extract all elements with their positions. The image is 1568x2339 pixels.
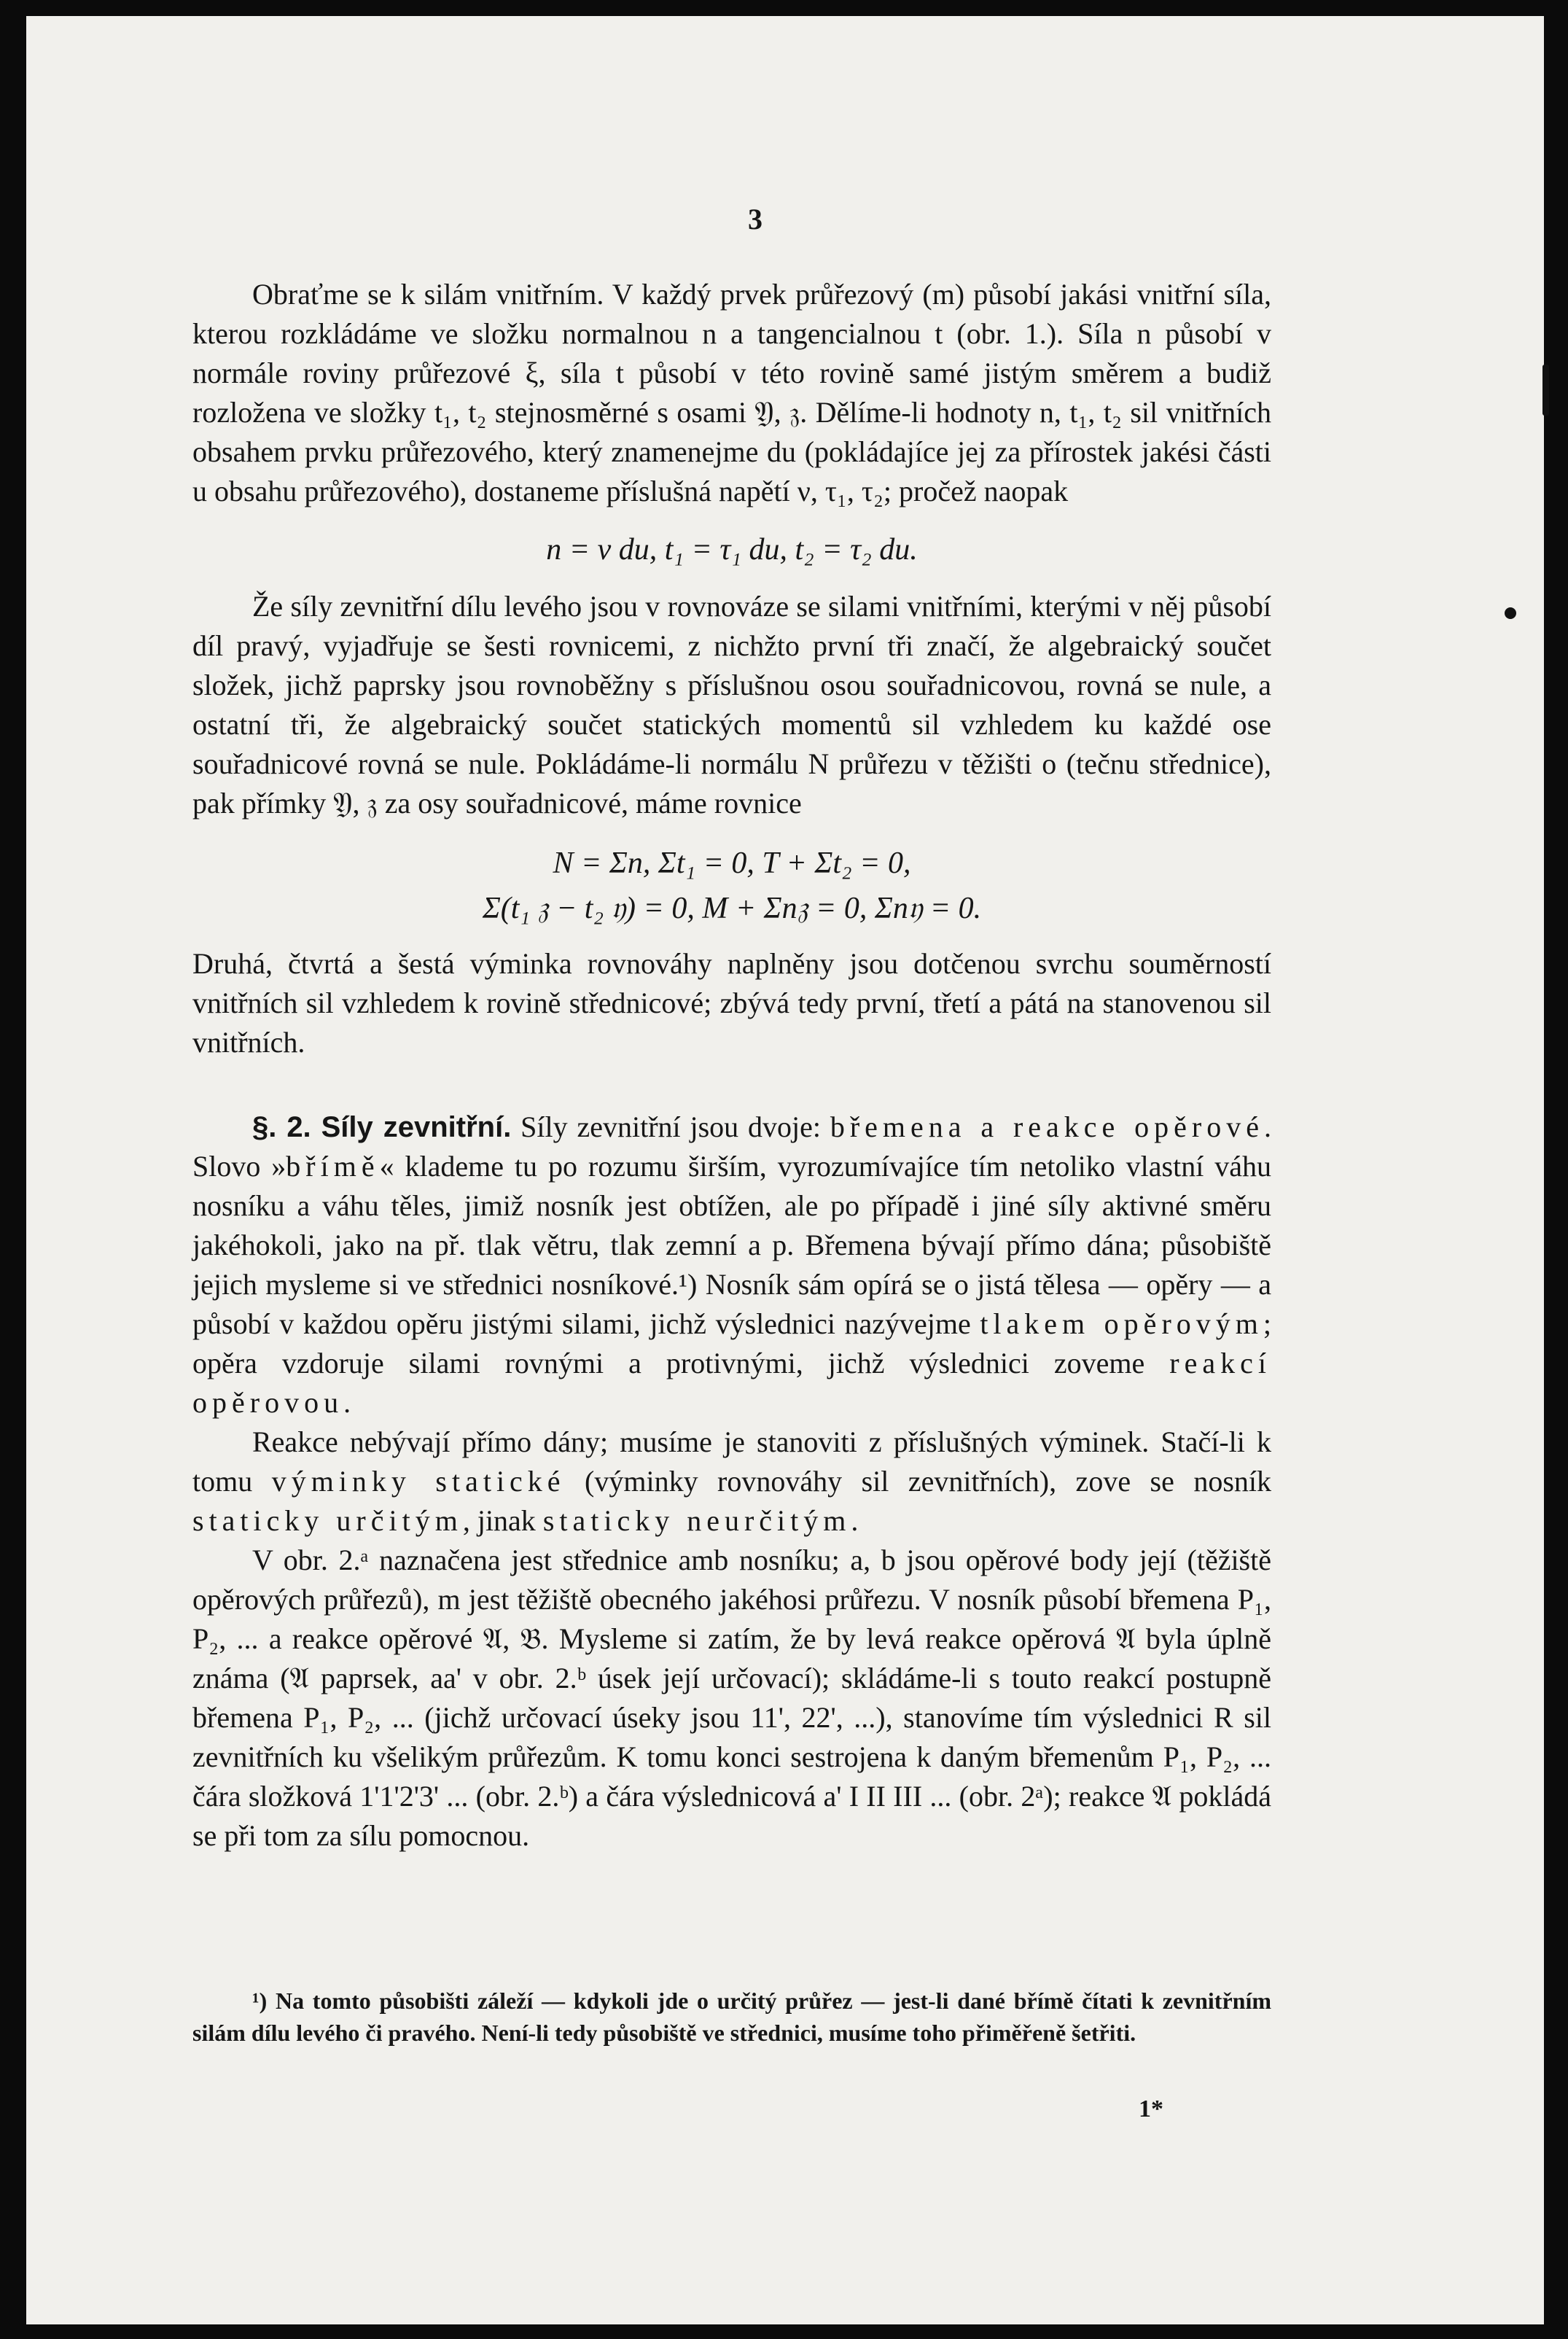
section-title: §. 2. Síly zevnitřní. — [252, 1111, 512, 1143]
text-run: Síly zevnitřní jsou dvoje: — [511, 1110, 830, 1143]
emphasis-static-conditions: výminky statické — [271, 1465, 566, 1498]
text-run: , jinak — [462, 1504, 543, 1537]
text-run: (výminky rovnováhy sil zevnitřních), zove se nosník — [565, 1465, 1271, 1498]
section-gap — [192, 1062, 1271, 1108]
margin-dot — [1505, 607, 1516, 619]
equation-moments: Σ(t₁ 𝔷 − t₂ 𝔶) = 0, M + Σn𝔷 = 0, Σn𝔶 = 0. — [482, 892, 982, 925]
page-number: 3 — [748, 203, 762, 236]
paragraph-inner-forces: Obraťme se k silám vnitřním. V každý prvek průřezový (m) působí jakási vnitřní síla, kterou rozkládáme ve složku normalnou n a tangencialnou t (obr. 1.). Síla n působí v normále roviny průřezové ξ, síla t působí v této rovině samé jistým směrem a budiž rozložena ve složky t₁, t₂ stejnosměrné s osami 𝔜, 𝔷. Dělíme-li hodnoty n, t₁, t₂ sil vnitřních obsahem prvku průřezového, který znamenejme du (pokládajíce jej za přírostek jakési části u obsahu průřezového), dostaneme příslušná napětí ν, τ₁, τ₂; pročež naopak — [192, 278, 1271, 507]
emphasis-support-pressure: tlakem opěrovým — [980, 1307, 1263, 1340]
paragraph-section-2 — [192, 1108, 1271, 1423]
equation-stresses: n = ν du, t₁ = τ₁ du, t₂ = τ₂ du. — [546, 533, 918, 567]
text-run: . — [343, 1386, 351, 1419]
text-run: . Slovo » — [192, 1110, 1271, 1183]
emphasis-loads-reactions: břemena a reakce opěrové — [830, 1110, 1264, 1143]
paragraph-equilibrium: Že síly zevnitřní dílu levého jsou v rovnováze se silami vnitřními, kterými v něj působí díl pravý, vyjadřuje se šesti rovnicemi, z nichžto první tři značí, že algebraický součet složek, jichž paprsky jsou rovnoběžny s příslušnou osou souřadnicovou, rovná se nule, a ostatní tři, že algebraický součet statických momentů sil vzhledem ku každé ose souřadnicové rovná se nule. Pokládáme-li normálu N průřezu v těžišti o (tečnu střednice), pak přímky 𝔜, 𝔷 za osy souřadnicové, máme rovnice — [192, 590, 1271, 820]
emphasis-statically-indeterminate: staticky neurčitým — [542, 1504, 851, 1537]
emphasis-load: břímě — [286, 1150, 380, 1183]
footnote-1: ¹) Na tomto působišti záleží — kdykoli jde o určitý průřez — jest-li dané břímě čítati k zevnitřním silám dílu levého či pravého. Není-li tedy působiště ve střednici, musíme toho přiměřeně šetřiti. — [192, 1988, 1271, 2046]
text-run: . — [851, 1504, 859, 1537]
book-page — [26, 16, 1544, 2324]
signature-mark: 1* — [1139, 2095, 1163, 2122]
emphasis-support-reaction: reakcí opěrovou — [192, 1347, 1271, 1419]
paragraph-reactions — [192, 1423, 1271, 1541]
equation-group — [192, 844, 1271, 928]
text-run: ; opěra vzdoruje silami rovnými a protivnými, jichž výslednici zoveme — [192, 1307, 1271, 1379]
paragraph-conditions: Druhá, čtvrtá a šestá výminka rovnováhy naplněny jsou dotčenou svrchu souměrností vnitřních sil vzhledem k rovině střednicové; zbývá tedy první, třetí a pátá na stanovenou sil vnitřních. — [192, 947, 1271, 1059]
emphasis-statically-determinate: staticky určitým — [192, 1504, 463, 1537]
margin-mark — [1542, 365, 1549, 416]
main-text — [192, 275, 1271, 1856]
paragraph-figure-2: V obr. 2.ᵃ naznačena jest střednice amb nosníku; a, b jsou opěrové body její (těžiště opěrových průřezů), m jest těžiště obecného jakéhosi průřezu. V nosník působí břemena P₁, P₂, ... a reakce opěrové 𝔄, 𝔅. Mysleme si zatím, že by levá reakce opěrová 𝔄 byla úplně známa (𝔄 paprsek, aa' v obr. 2.ᵇ úsek její určovací); skládáme-li s touto reakcí postupně břemena P₁, P₂, ... (jichž určovací úseky jsou 11', 22', ...), stanovíme tím výslednici R sil zevnitřních ku všelikým průřezům. K tomu konci sestrojena k daným břemenům P₁, P₂, ... čára složková 1'1'2'3' ... (obr. 2.ᵇ) a čára výslednicová a' I II III ... (obr. 2ᵃ); reakce 𝔄 pokládá se při tom za sílu pomocnou. — [192, 1544, 1271, 1852]
footnote — [192, 1985, 1271, 2049]
equation-sums: N = Σn, Σt₁ = 0, T + Σt₂ = 0, — [553, 847, 911, 880]
text-run: Reakce nebývají přímo dány; musíme je stanoviti z příslušných výminek. Stačí-li k tomu — [192, 1425, 1271, 1498]
text-run: « klademe tu po rozumu širším, vyrozumívajíce tím netoliko vlastní váhu nosníku a váhu těles, jimiž nosník jest obtížen, ale po případě i jiné síly aktivné směru jakéhokoli, jako na př. tlak větru, tlak zemní a p. Břemena bývají přímo dána; působiště jejich mysleme si ve střednici nosníkové.¹) Nosník sám opírá se o jistá tělesa — opěry — a působí v každou opěru jistými silami, jichž výslednici nazývejme — [192, 1150, 1272, 1340]
